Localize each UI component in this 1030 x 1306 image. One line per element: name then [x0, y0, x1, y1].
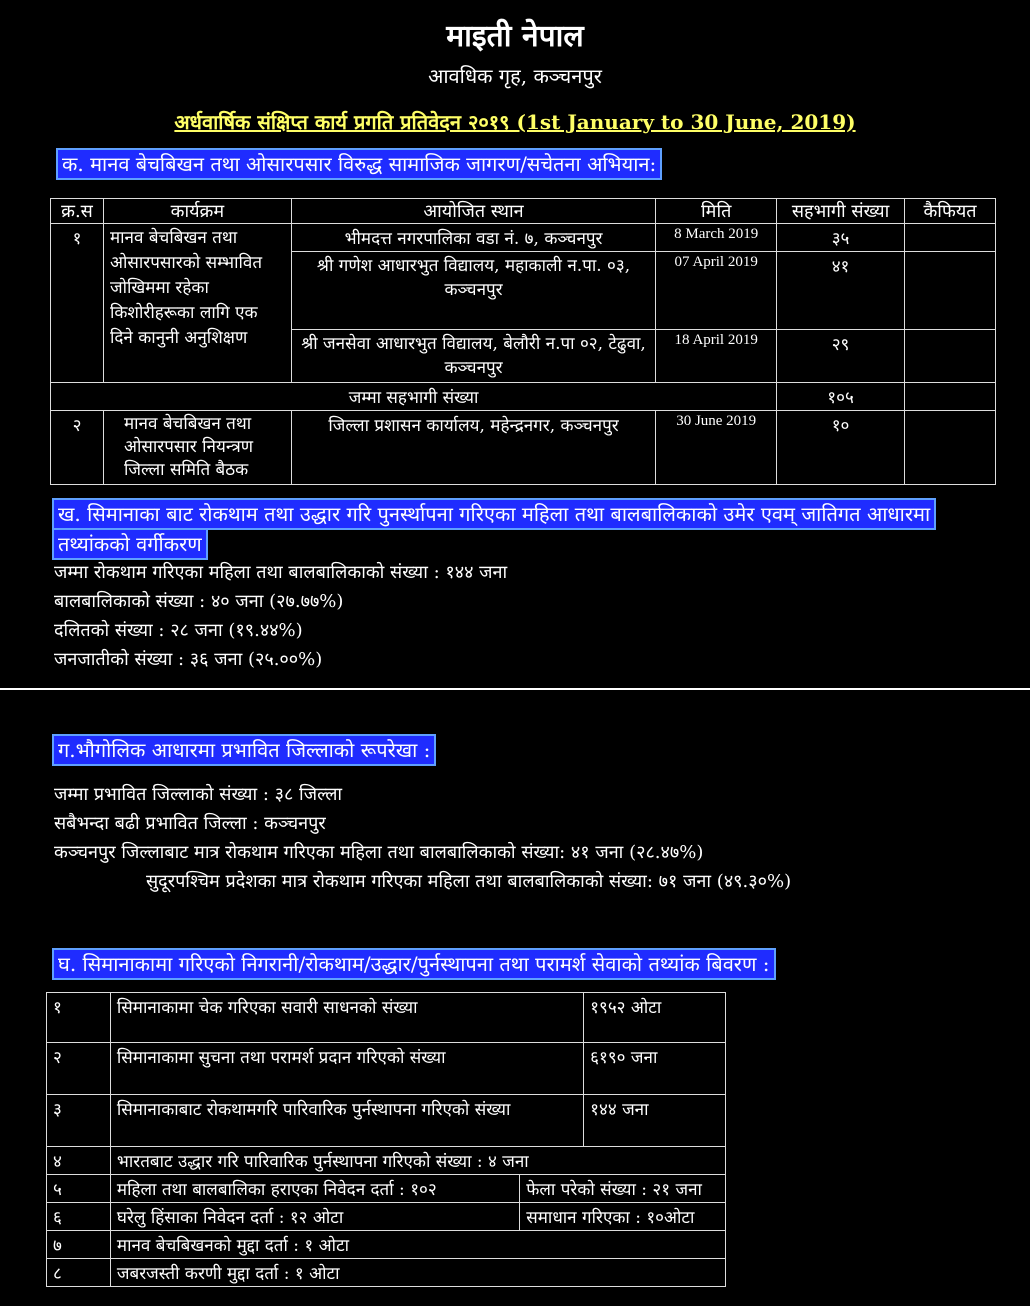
row-label: सिमानाकाबाट रोकथामगरि पारिवारिक पुर्नस्थापना गरिएको संख्या — [110, 1095, 583, 1147]
table-row — [47, 1043, 726, 1095]
section-ka-heading: क. मानव बेचबिखन तथा ओसारपसार विरुद्ध सामाजिक जागरण/सचेतना अभियान: — [58, 150, 660, 178]
program-count: १० — [777, 411, 905, 485]
row-left: महिला तथा बालबालिका हराएका निवेदन दर्ता : १०२ — [110, 1175, 519, 1203]
table-row — [51, 411, 996, 485]
total-label: जम्मा सहभागी संख्या — [51, 383, 777, 411]
table-row — [47, 1203, 726, 1231]
program-place: श्री जनसेवा आधारभुत विद्यालय, बेलौरी न.पा ०२, टेढुवा, कञ्चनपुर — [291, 330, 655, 383]
geo-line: सुदूरपश्चिम प्रदेशका मात्र रोकथाम गरिएका महिला तथा बालबालिकाको संख्या: ७१ जना (४९.३०%) — [146, 871, 792, 892]
program-name: मानव बेचबिखन तथा ओसारपसार नियन्त्रण जिल्ला समिति बैठक — [103, 411, 291, 485]
row-sn: ३ — [47, 1095, 111, 1147]
row-right: समाधान गरिएका : १०ओटा — [520, 1203, 726, 1231]
program-place: भीमदत्त नगरपालिका वडा नं. ७, कञ्चनपुर — [291, 224, 655, 252]
table-header-row — [51, 199, 996, 224]
program-remarks — [905, 411, 996, 485]
program-date: 18 April 2019 — [656, 330, 777, 383]
awareness-table — [50, 198, 996, 485]
program-sn: २ — [51, 411, 104, 485]
row-text: जबरजस्ती करणी मुद्दा दर्ता : १ ओटा — [110, 1259, 725, 1287]
stat-line: बालबालिकाको संख्या : ४० जना (२७.७७%) — [54, 591, 344, 612]
row-sn: २ — [47, 1043, 111, 1095]
total-remarks — [905, 383, 996, 411]
row-sn: ४ — [47, 1147, 111, 1175]
geo-line: जम्मा प्रभावित जिल्लाको संख्या : ३८ जिल्ला — [54, 784, 343, 805]
page-title: माइती नेपाल — [446, 19, 584, 54]
row-right: फेला परेको संख्या : २१ जना — [520, 1175, 726, 1203]
program-date: 8 March 2019 — [656, 224, 777, 252]
row-left: घरेलु हिंसाका निवेदन दर्ता : १२ ओटा — [110, 1203, 519, 1231]
table-row — [47, 1231, 726, 1259]
program-date: 30 June 2019 — [656, 411, 777, 485]
program-count: ३५ — [777, 224, 905, 252]
program-count: ४१ — [777, 252, 905, 330]
program-count: २९ — [777, 330, 905, 383]
program-sn: १ — [51, 224, 104, 383]
total-row — [51, 383, 996, 411]
page-divider — [0, 688, 1030, 690]
col-header-sn: क्र.स — [51, 199, 104, 224]
stat-line: जम्मा रोकथाम गरिएका महिला तथा बालबालिकाको संख्या : १४४ जना — [54, 562, 508, 583]
geo-list — [54, 780, 791, 896]
program-remarks — [905, 330, 996, 383]
program-place: श्री गणेश आधारभुत विद्यालय, महाकाली न.पा. ०३, कञ्चनपुर — [291, 252, 655, 330]
border-stats-table — [46, 992, 726, 1287]
row-value: १४४ जना — [584, 1095, 726, 1147]
col-header-place: आयोजित स्थान — [291, 199, 655, 224]
stat-line: दलितको संख्या : २८ जना (१९.४४%) — [54, 620, 303, 641]
total-value: १०५ — [777, 383, 905, 411]
geo-line: सबैभन्दा बढी प्रभावित जिल्ला : कञ्चनपुर — [54, 813, 326, 834]
program-name: मानव बेचबिखन तथा ओसारपसारको सम्भावित जोखिममा रहेका किशोरीहरूका लागि एक दिने कानुनी अनुशिक्षण — [103, 224, 291, 383]
program-remarks — [905, 252, 996, 330]
row-text: भारतबाट उद्धार गरि पारिवारिक पुर्नस्थापना गरिएको संख्या : ४ जना — [110, 1147, 725, 1175]
table-row — [51, 224, 996, 252]
row-value: १९५२ ओटा — [584, 993, 726, 1043]
row-label: सिमानाकामा सुचना तथा परामर्श प्रदान गरिएको संख्या — [110, 1043, 583, 1095]
col-header-remarks: कैफियत — [905, 199, 996, 224]
geo-line: कञ्चनपुर जिल्लाबाट मात्र रोकथाम गरिएका महिला तथा बालबालिकाको संख्या: ४१ जना (२८.४७%) — [54, 842, 704, 863]
program-date: 07 April 2019 — [656, 252, 777, 330]
row-value: ६१९० जना — [584, 1043, 726, 1095]
row-sn: ७ — [47, 1231, 111, 1259]
stats-list — [54, 558, 507, 674]
table-row — [47, 993, 726, 1043]
col-header-participants: सहभागी संख्या — [777, 199, 905, 224]
report-title: अर्धवार्षिक संक्षिप्त कार्य प्रगति प्रतिवेदन २०१९ (1st January to 30 June, 2019) — [174, 110, 856, 134]
program-place: जिल्ला प्रशासन कार्यालय, महेन्द्रनगर, कञ्चनपुर — [291, 411, 655, 485]
row-sn: ५ — [47, 1175, 111, 1203]
row-label: सिमानाकामा चेक गरिएका सवारी साधनको संख्या — [110, 993, 583, 1043]
stat-line: जनजातीको संख्या : ३६ जना (२५.००%) — [54, 649, 323, 670]
section-kha-heading: ख. सिमानाका बाट रोकथाम तथा उद्धार गरि पुनर्स्थापना गरिएका महिला तथा बालबालिकाको उमेर एवम् जातिगत आधारमा — [54, 500, 934, 528]
row-sn: ८ — [47, 1259, 111, 1287]
row-text: मानव बेचबिखनको मुद्दा दर्ता : १ ओटा — [110, 1231, 725, 1259]
page-subtitle: आवधिक गृह, कञ्चनपुर — [428, 64, 602, 88]
program-remarks — [905, 224, 996, 252]
table-row — [47, 1175, 726, 1203]
table-row — [47, 1259, 726, 1287]
section-ga-heading: ग.भौगोलिक आधारमा प्रभावित जिल्लाको रूपरेखा : — [54, 736, 434, 764]
table-row — [47, 1095, 726, 1147]
col-header-program: कार्यक्रम — [103, 199, 291, 224]
section-kha-heading-cont: तथ्यांकको वर्गीकरण — [54, 530, 206, 558]
section-gha-heading: घ. सिमानाकामा गरिएको निगरानी/रोकथाम/उद्धार/पुर्नस्थापना तथा परामर्श सेवाको तथ्यांक बिवरण : — [54, 950, 774, 978]
row-sn: १ — [47, 993, 111, 1043]
table-row — [47, 1147, 726, 1175]
row-sn: ६ — [47, 1203, 111, 1231]
col-header-date: मिति — [656, 199, 777, 224]
